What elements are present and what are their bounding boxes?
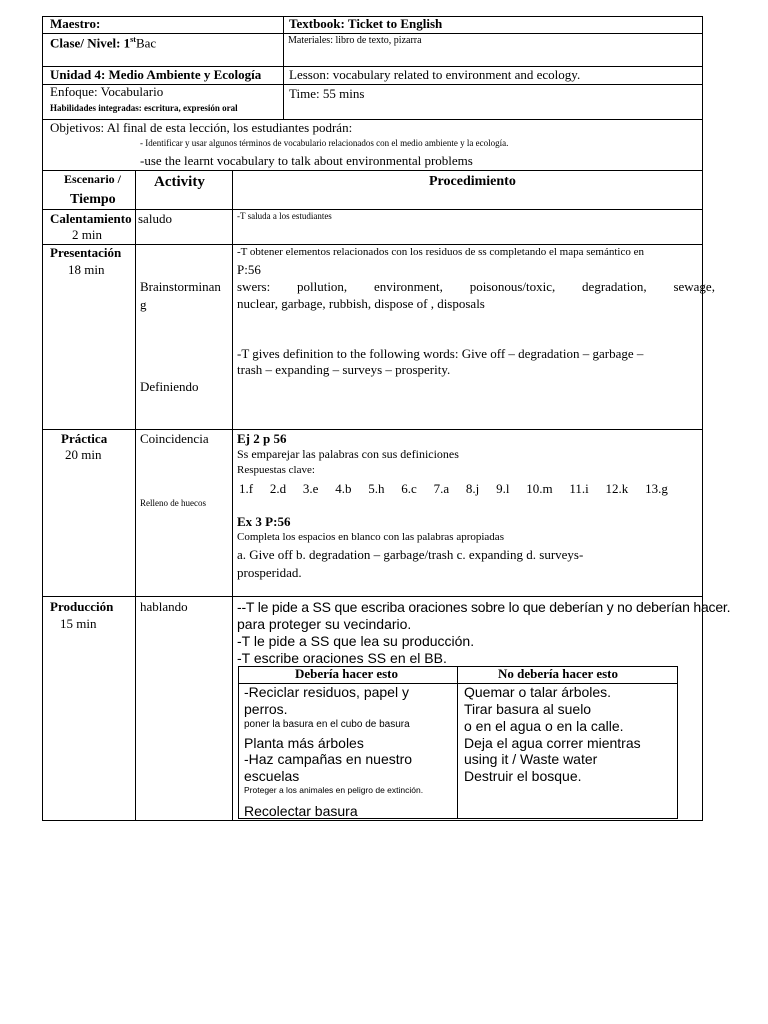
calentamiento-time: 2 min — [72, 227, 102, 242]
produccion-line-4: -T escribe oraciones SS en el BB. — [237, 650, 447, 666]
enfoque-label: Enfoque: Vocabulario — [50, 84, 164, 99]
escenario-header: Escenario / — [64, 172, 121, 186]
row-line — [42, 170, 703, 171]
should-item: Proteger a los animales en peligro de extinción. — [244, 785, 424, 795]
activity-header: Activity — [154, 174, 205, 190]
should-not-item: o en el agua o en la calle. — [464, 718, 624, 734]
calentamiento-activity: saludo — [138, 211, 172, 226]
lesson-label: Lesson: vocabulary related to environment and ecology. — [289, 67, 581, 82]
row-line — [42, 33, 703, 34]
produccion-line-1: --T le pide a SS que escriba oraciones sobre lo que deberían y no deberían hacer. — [237, 599, 731, 615]
should-item: Recolectar basura — [244, 803, 358, 819]
ej2-key-label: Respuestas clave: — [237, 464, 315, 476]
should-not-header: No debería hacer esto — [498, 666, 618, 681]
objetivo-2: -use the learnt vocabulary to talk about environmental problems — [140, 153, 473, 168]
should-not-item: using it / Waste water — [464, 751, 598, 767]
objetivo-1: - Identificar y usar algunos términos de vocabulario relacionados con el medio ambiente y la ecología. — [140, 138, 509, 148]
header-divider — [283, 16, 284, 119]
stage-presentacion: Presentación — [50, 245, 122, 260]
presentacion-proc-2b: trash – expanding – surveys – prosperity. — [237, 362, 451, 377]
col-line — [232, 170, 233, 821]
presentacion-time: 18 min — [68, 262, 105, 277]
objetivos-title: Objetivos: Al final de esta lección, los estudiantes podrán: — [50, 120, 353, 135]
materiales-text: Materiales: libro de texto, pizarra — [288, 35, 422, 46]
produccion-time: 15 min — [60, 616, 97, 631]
should-item: perros. — [244, 701, 288, 717]
col-line — [135, 170, 136, 821]
should-header: Debería hacer esto — [295, 666, 399, 681]
presentacion-proc-1a: -T obtener elementos relacionados con los residuos de ss completando el mapa semántico en — [237, 246, 644, 258]
should-not-item: Tirar basura al suelo — [464, 701, 592, 717]
produccion-line-3: -T le pide a SS que lea su producción. — [237, 633, 475, 649]
stage-produccion: Producción — [50, 599, 114, 614]
practica-activity-2: Relleno de huecos — [140, 498, 206, 508]
calentamiento-proc: -T saluda a los estudiantes — [237, 211, 332, 221]
should-item: -Haz campañas en nuestro — [244, 751, 413, 767]
presentacion-proc-1b: P:56 — [237, 262, 261, 277]
ex3-answer-b: prosperidad. — [237, 565, 302, 580]
tiempo-header: Tiempo — [70, 192, 116, 207]
habilidades-label: Habilidades integradas: escritura, expresión oral — [50, 103, 238, 113]
row-line — [42, 429, 703, 430]
should-item: escuelas — [244, 768, 300, 784]
should-not-item: Quemar o talar árboles. — [464, 684, 612, 700]
ej2-instructions: Ss emparejar las palabras con sus definiciones — [237, 447, 459, 461]
presentacion-activity-1a: Brainstorminan — [140, 279, 221, 294]
ex3-title: Ex 3 P:56 — [237, 514, 291, 529]
ej2-title: Ej 2 p 56 — [237, 431, 287, 446]
practica-time: 20 min — [65, 447, 102, 462]
ej2-keys: 1.f 2.d 3.e 4.b 5.h 6.c 7.a 8.j 9.l 10.m 11.i 12.k 13.g — [239, 481, 668, 496]
stage-calentamiento: Calentamiento — [50, 211, 132, 226]
should-item: -Reciclar residuos, papel y — [244, 684, 409, 700]
should-item: Planta más árboles — [244, 735, 364, 751]
textbook-label: Textbook: Ticket to English — [289, 16, 443, 31]
produccion-activity: hablando — [140, 599, 188, 614]
presentacion-answers: swers: pollution, environment, poisonous/toxic, degradation, sewage, — [237, 279, 715, 294]
presentacion-answers-2: nuclear, garbage, rubbish, dispose of , disposals — [237, 296, 485, 311]
should-not-item: Destruir el bosque. — [464, 768, 582, 784]
time-label: Time: 55 mins — [289, 86, 365, 101]
procedimiento-header: Procedimiento — [429, 174, 516, 189]
stage-practica: Práctica — [61, 431, 108, 446]
row-line — [42, 209, 703, 210]
maestro-label: Maestro: — [50, 16, 101, 31]
row-line — [42, 596, 703, 597]
practica-activity-1: Coincidencia — [140, 431, 209, 446]
clase-label: Clase/ Nivel: 1stBac — [50, 35, 157, 51]
should-item: poner la basura en el cubo de basura — [244, 719, 410, 730]
ex3-instructions: Completa los espacios en blanco con las palabras apropiadas — [237, 531, 504, 543]
should-not-item: Deja el agua correr mientras — [464, 735, 641, 751]
ex3-answer-a: a. Give off b. degradation – garbage/trash c. expanding d. surveys- — [237, 547, 584, 562]
presentacion-activity-1b: g — [140, 297, 147, 312]
presentacion-activity-2: Definiendo — [140, 379, 199, 394]
should-table-divider — [457, 666, 458, 819]
presentacion-proc-2a: -T gives definition to the following words: Give off – degradation – garbage – — [237, 346, 644, 361]
produccion-line-2: para proteger su vecindario. — [237, 616, 412, 632]
unidad-label: Unidad 4: Medio Ambiente y Ecología — [50, 67, 262, 82]
row-line — [42, 244, 703, 245]
